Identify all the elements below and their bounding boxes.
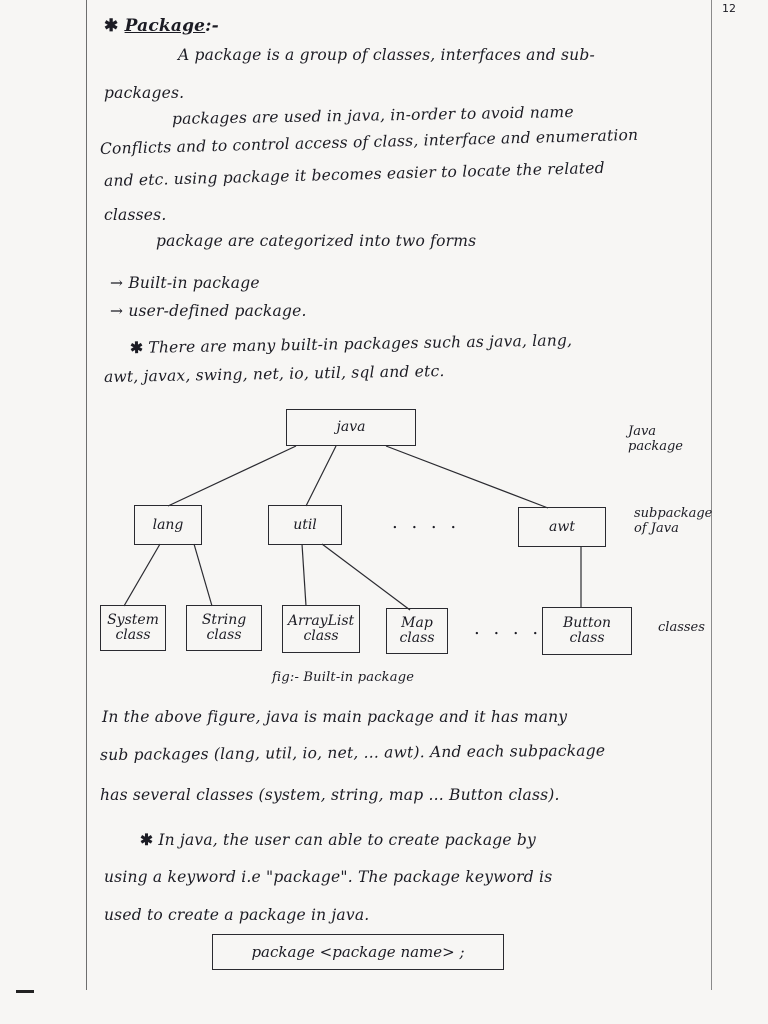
text-line: classes.	[104, 206, 167, 224]
text-line: has several classes (system, string, map ... Button class).	[100, 786, 560, 804]
package-label: java	[336, 419, 366, 435]
class-label: ArrayList class	[287, 613, 355, 644]
syntax-text: package <package name> ;	[251, 942, 465, 961]
subpackage-box-awt	[518, 507, 606, 547]
package-box-java	[286, 409, 416, 446]
connector-java-util	[306, 446, 336, 506]
list-item-label: user-defined package.	[128, 302, 307, 320]
create-note-line	[140, 830, 536, 849]
text-line: A package is a group of classes, interfaces and sub-	[178, 46, 595, 64]
figure-caption: fig:- Built-in package	[272, 670, 415, 685]
connector-lang-string	[194, 544, 212, 606]
heading-suffix: :-	[205, 16, 219, 36]
create-note-line: using a keyword i.e "package". The package keyword is	[104, 868, 553, 886]
text-line: In the above figure, java is main package and it has many	[102, 708, 568, 726]
subpackage-label: awt	[549, 518, 575, 535]
subpackage-box-util	[268, 505, 342, 545]
connector-lang-system	[124, 544, 160, 606]
create-note-line: used to create a package in java.	[104, 906, 370, 924]
text-line: package are categorized into two forms	[156, 232, 477, 250]
class-label: System class	[107, 612, 159, 643]
connector-java-lang	[168, 446, 296, 506]
create-note-text: In java, the user can able to create package by	[158, 831, 536, 849]
heading-title: Package	[124, 16, 206, 36]
class-label: String class	[201, 612, 247, 643]
text-line: sub packages (lang, util, io, net, ... awt). And each subpackage	[99, 741, 606, 764]
class-box-string	[186, 605, 262, 651]
builtin-note-line: awt, javax, swing, net, io, util, sql and etc.	[103, 362, 445, 386]
class-box-button	[542, 607, 632, 655]
subpackage-box-lang	[134, 505, 202, 545]
arrow-icon: →	[110, 274, 124, 292]
connector-util-map	[322, 544, 410, 610]
builtin-note-text: There are many built-in packages such as java, lang,	[148, 331, 573, 357]
class-box-arraylist	[282, 605, 360, 653]
connector-util-arraylist	[302, 544, 306, 606]
annotation-classes: classes	[658, 620, 705, 635]
page-number: 12	[722, 2, 736, 15]
subpackage-ellipsis: . . . .	[392, 512, 461, 533]
class-label: Button class	[562, 615, 611, 646]
class-label: Map class	[399, 615, 435, 646]
class-box-system	[100, 605, 166, 651]
star-bullet: ✱	[140, 830, 154, 849]
class-box-map	[386, 608, 448, 654]
star-bullet: ✱	[129, 337, 144, 357]
subpackage-label: lang	[152, 516, 184, 533]
text-line: Conflicts and to control access of class, interface and enumeration	[99, 125, 639, 158]
syntax-box	[212, 934, 504, 970]
text-line: packages.	[104, 84, 185, 102]
class-ellipsis: . . . .	[474, 618, 543, 639]
text-line: packages are used in java, in-order to avoid name	[171, 102, 574, 128]
text-line: and etc. using package it becomes easier to locate the related	[103, 158, 605, 190]
list-item-label: Built-in package	[128, 274, 260, 292]
annotation-subpackage: subpackage of Java	[634, 506, 713, 536]
subpackage-label: util	[293, 516, 317, 533]
annotation-java-package: Java package	[628, 424, 683, 454]
star-bullet: ✱	[104, 16, 119, 36]
arrow-icon: →	[110, 302, 124, 320]
connector-java-awt	[386, 446, 548, 508]
